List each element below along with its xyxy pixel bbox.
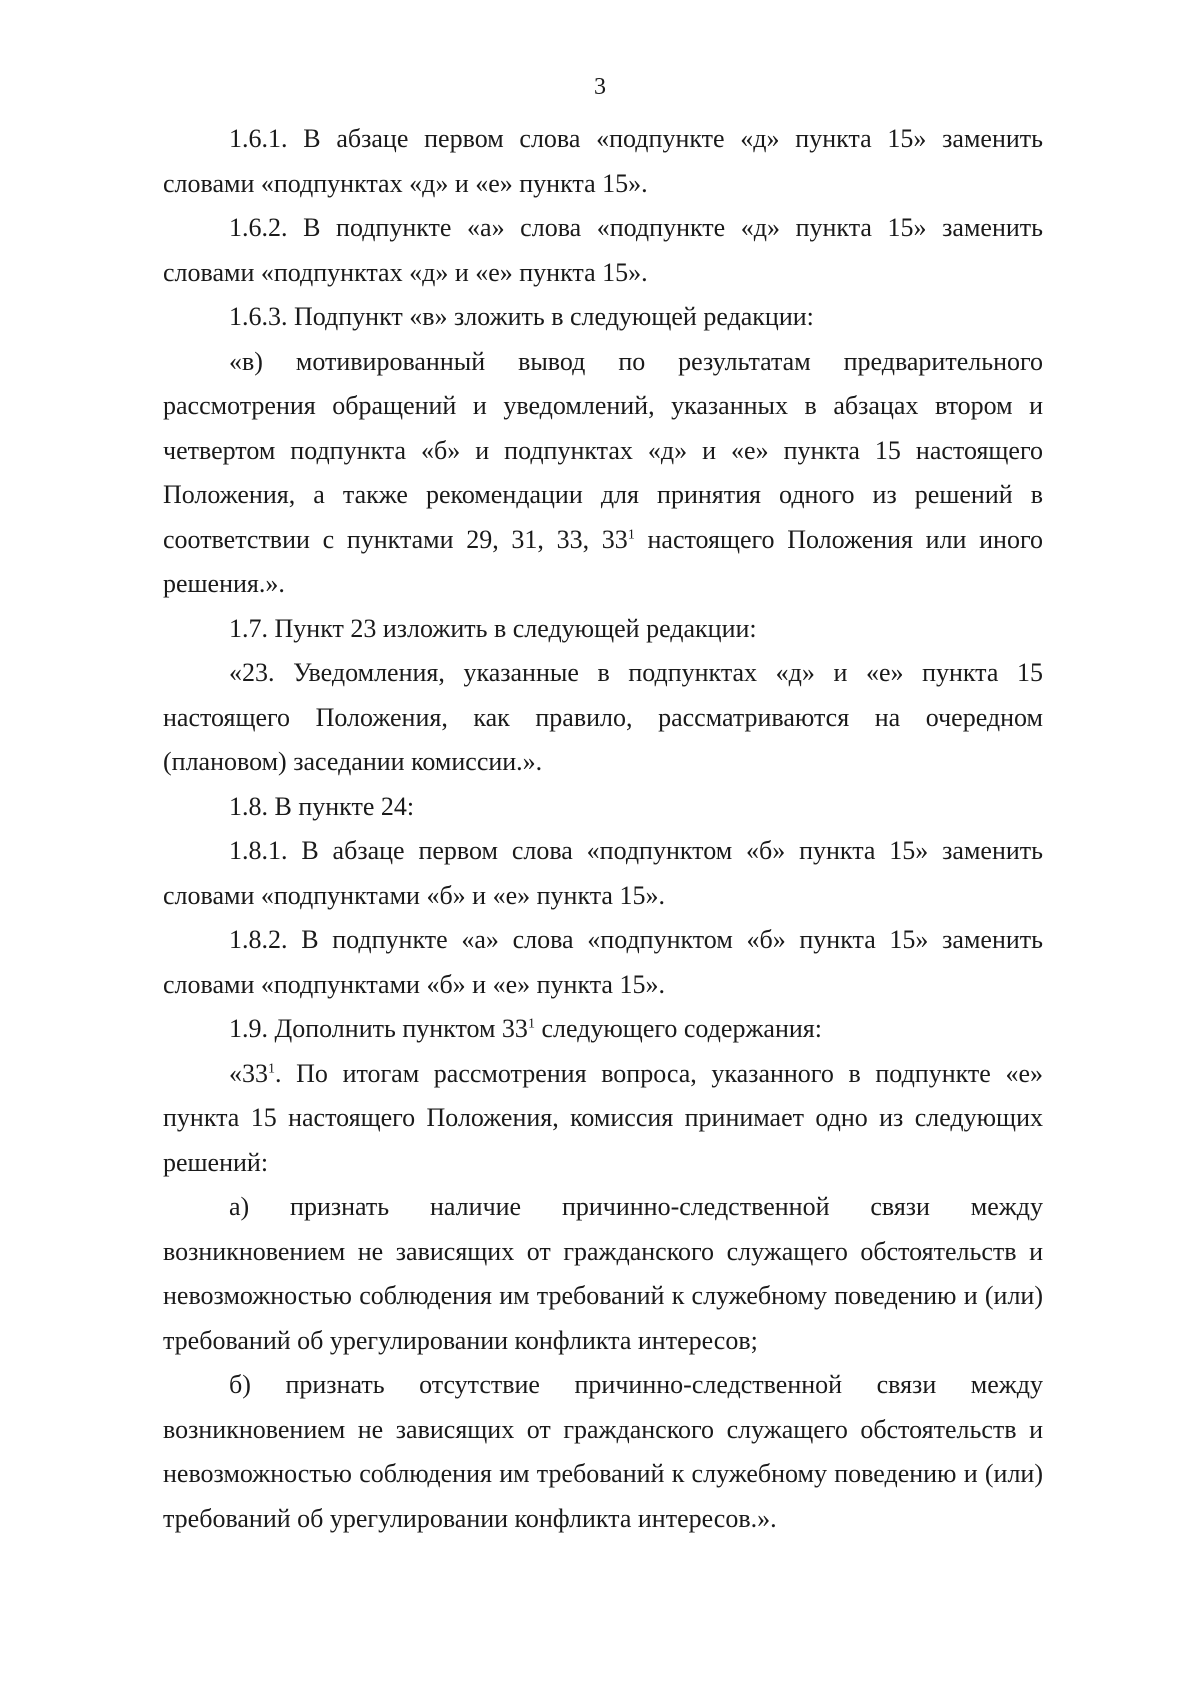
paragraph-1-6-3: 1.6.3. Подпункт «в» зложить в следующей редакции: [229,302,814,331]
document-body [163,117,1043,1541]
paragraph-1-8: 1.8. В пункте 24: [229,791,415,821]
paragraph-subpoint-v [163,340,1043,607]
paragraph-1-8-2: 1.8.2. В подпункте «а» слова «подпунктом «б» пункта 15» заменить словами «подпунктами «б» и «е» пункта 15». [163,925,1043,999]
superscript: 1 [268,1060,275,1076]
paragraph-text: настоящего Положения или иного решения.». [163,524,1043,598]
paragraph-text: 1.9. Дополнить пунктом 33 [229,1014,528,1043]
paragraph-1-7: 1.7. Пункт 23 изложить в следующей редакции: [229,613,757,643]
paragraph-text: . По итогам рассмотрения вопроса, указанного в подпункте «е» пункта 15 настоящего Положения, комиссия принимает одно из следующих решений: [163,1058,1043,1177]
paragraph-point-23: «23. Уведомления, указанные в подпунктах «д» и «е» пункта 15 настоящего Положения, как правило, рассматриваются на очередном (плановом) заседании комиссии.». [163,658,1043,776]
list-item-a: а) признать наличие причинно-следственной связи между возникновением не зависящих от гражданского служащего обстоятельств и невозможностью соблюдения им требований к служебному поведению и (или) требований об урегулировании конфликта интересов; [163,1192,1043,1355]
list-item-b: б) признать отсутствие причинно-следственной связи между возникновением не зависящих от гражданского служащего обстоятельств и невозможностью соблюдения им требований к служебному поведению и (или) требований об урегулировании конфликта интересов.». [163,1370,1043,1533]
paragraph-text: «в) мотивированный вывод по результатам предварительного рассмотрения обращений и уведомлений, указанных в абзацах втором и четвертом подпункта «б» и подпунктах «д» и «е» пункта 15 настоящего Положения, а также рекомендации для принятия одного из решений в соответствии с пунктами 29, 31, 33, 33 [163,346,1043,554]
page-number: 3 [594,74,606,100]
paragraph-1-6-2: 1.6.2. В подпункте «а» слова «подпункте «д» пункта 15» заменить словами «подпунктах «д» и «е» пункта 15». [163,213,1043,287]
paragraph-text: «33 [229,1058,268,1088]
superscript: 1 [527,1016,535,1032]
paragraph-point-33-1 [163,1052,1043,1186]
paragraph-1-8-1: 1.8.1. В абзаце первом слова «подпунктом «б» пункта 15» заменить словами «подпунктами «б» и «е» пункта 15». [163,836,1043,910]
superscript: 1 [627,526,635,542]
paragraph-text: следующего содержания: [534,1014,822,1043]
paragraph-1-6-1: 1.6.1. В абзаце первом слова «подпункте «д» пункта 15» заменить словами «подпунктах «д» и «е» пункта 15». [163,124,1043,198]
paragraph-1-9 [163,1007,1043,1052]
